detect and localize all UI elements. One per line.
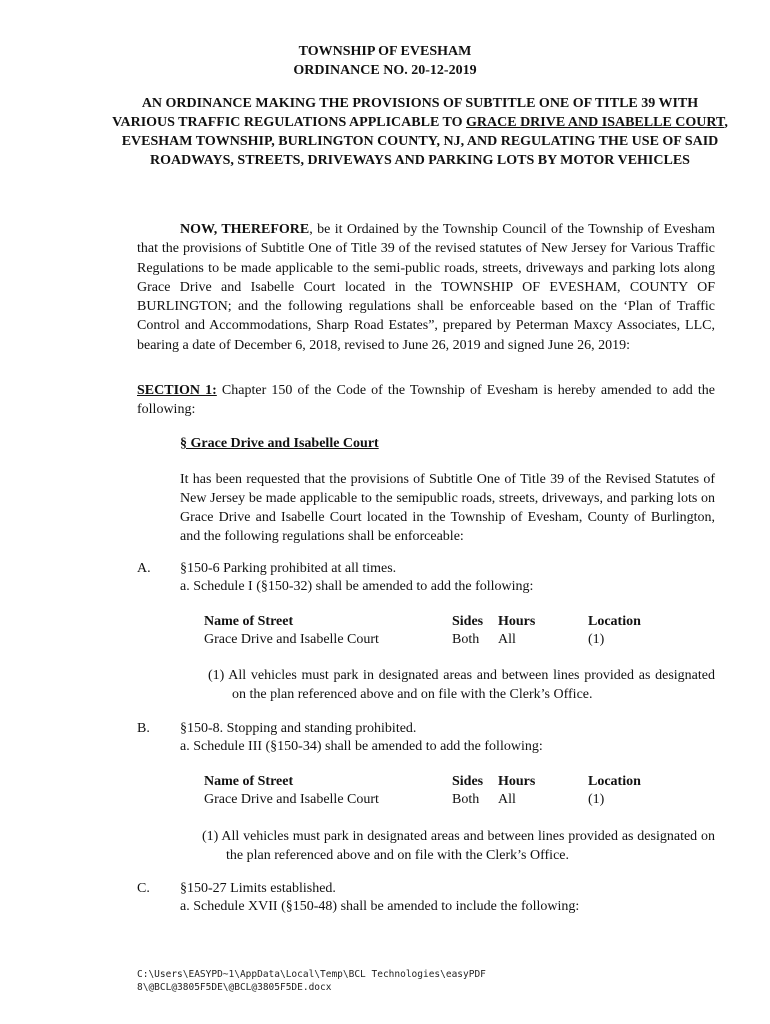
title-part-1: AN ORDINANCE MAKING THE PROVISIONS OF SUBTITLE ONE OF TITLE 39 WITH VARIOUS TRAFFIC REGULATIONS APPLICABLE TO bbox=[112, 96, 699, 130]
intro-text: , be it Ordained by the Township Council of the Township of Evesham that the provisions of Subtitle One of Title 39 of the revised statutes of New Jersey for Various Traffic Regulations to be made applicable to the semi-public roads, streets, driveways and parking lots along Grace Drive and Isabelle Court located in the TOWNSHIP OF EVESHAM, COUNTY OF BURLINGTON; and the following regulations shall be enforceable based on the ‘Plan of Traffic Control and Accommodations, Sharp Road Estates”, prepared by Peterman Maxcy Associates, LLC, bearing a date of December 6, 2018, revised to June 26, 2019 and signed June 26, 2019: bbox=[137, 222, 715, 353]
table-b-cell-hours: All bbox=[498, 792, 516, 807]
item-b-letter: B. bbox=[137, 721, 150, 736]
table-b-header-street: Name of Street bbox=[204, 774, 294, 789]
title-underlined: GRACE DRIVE AND ISABELLE COURT bbox=[466, 115, 725, 130]
table-a-cell-location: (1) bbox=[588, 632, 605, 647]
table-b-header-hours: Hours bbox=[498, 774, 536, 789]
table-b-header-sides: Sides bbox=[452, 774, 484, 789]
table-a-header-hours: Hours bbox=[498, 614, 536, 629]
table-a-cell-hours: All bbox=[498, 632, 516, 647]
item-a-note-text: (1) All vehicles must park in designated areas and between lines provided as designated on the plan referenced above and on file with the Clerk’s Office. bbox=[208, 668, 715, 702]
intro-paragraph bbox=[137, 220, 715, 355]
intro-lead: NOW, THEREFORE bbox=[180, 222, 310, 237]
item-a-sub: a. Schedule I (§150-32) shall be amended to add the following: bbox=[180, 579, 534, 594]
subheading: § Grace Drive and Isabelle Court bbox=[180, 436, 379, 451]
file-path-footer bbox=[137, 968, 486, 994]
ordinance-number: ORDINANCE NO. 20-12-2019 bbox=[293, 63, 477, 78]
table-b-cell-location: (1) bbox=[588, 792, 605, 807]
item-b-title: §150-8. Stopping and standing prohibited. bbox=[180, 721, 417, 736]
table-a-cell-street: Grace Drive and Isabelle Court bbox=[204, 632, 379, 647]
table-b-cell-street: Grace Drive and Isabelle Court bbox=[204, 792, 379, 807]
footer-line-2: 8\@BCL@3805F5DE\@BCL@3805F5DE.docx bbox=[137, 982, 332, 993]
item-b-note bbox=[202, 827, 715, 865]
item-a-title: §150-6 Parking prohibited at all times. bbox=[180, 561, 397, 576]
table-b-header-location: Location bbox=[588, 774, 641, 789]
table-a-header-location: Location bbox=[588, 614, 641, 629]
title-part-2: , EVESHAM TOWNSHIP, BURLINGTON COUNTY, NJ, AND REGULATING THE USE OF SAID ROADWAYS, STREETS, DRIVEWAYS AND PARKING LOTS BY MOTOR VEHICLES bbox=[121, 115, 728, 168]
table-a-cell-sides: Both bbox=[452, 632, 480, 647]
section-1-text: Chapter 150 of the Code of the Township of Evesham is hereby amended to add the following: bbox=[137, 383, 715, 418]
ordinance-title bbox=[110, 94, 730, 170]
item-c-title: §150-27 Limits established. bbox=[180, 881, 336, 896]
item-c-letter: C. bbox=[137, 881, 150, 896]
item-a-letter: A. bbox=[137, 561, 151, 576]
township-heading: TOWNSHIP OF EVESHAM bbox=[298, 44, 472, 59]
item-c-sub: a. Schedule XVII (§150-48) shall be amended to include the following: bbox=[180, 899, 580, 914]
section-1-label: SECTION 1: bbox=[137, 383, 217, 398]
section-1-paragraph bbox=[137, 381, 715, 420]
footer-line-1: C:\Users\EASYPD~1\AppData\Local\Temp\BCL Technologies\easyPDF bbox=[137, 969, 486, 980]
table-b-cell-sides: Both bbox=[452, 792, 480, 807]
item-b-sub: a. Schedule III (§150-34) shall be amended to add the following: bbox=[180, 739, 543, 754]
request-paragraph: It has been requested that the provisions of Subtitle One of Title 39 of the Revised Statutes of New Jersey be made applicable to the semipublic roads, streets, driveways, and parking lots on Grace Drive and Isabelle Court located in the Township of Evesham, County of Burlington, and the following regulations shall be enforceable: bbox=[180, 472, 715, 544]
table-a-header-street: Name of Street bbox=[204, 614, 294, 629]
item-a-note bbox=[208, 666, 715, 704]
item-b-note-text: (1) All vehicles must park in designated areas and between lines provided as designated on the plan referenced above and on file with the Clerk’s Office. bbox=[202, 829, 715, 863]
table-a-header-sides: Sides bbox=[452, 614, 484, 629]
